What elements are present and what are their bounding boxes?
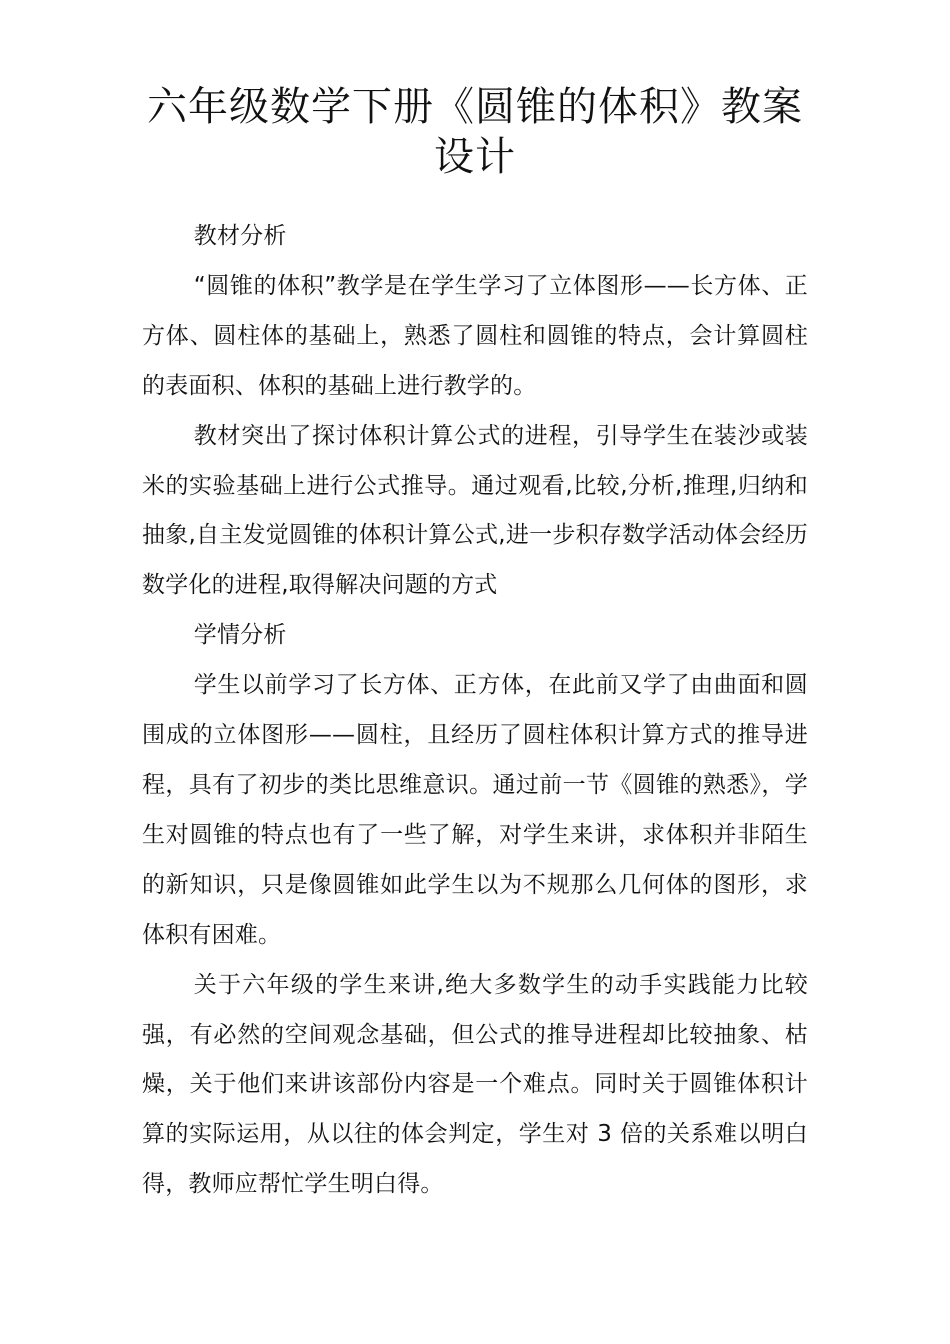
section-student-analysis (142, 611, 808, 1210)
paragraph: “圆锥的体积”教学是在学生学习了立体图形——长方体、正方体、圆柱体的基础上，熟悉了圆柱和圆锥的特点，会计算圆柱的表面积、体积的基础上进行教学的。 (142, 272, 808, 399)
section-heading: 教材分析 (193, 223, 287, 249)
document-body (142, 212, 808, 1210)
paragraph: 关于六年级的学生来讲,绝大多数学生的动手实践能力比较强，有必然的空间观念基础，但公式的推导进程却比较抽象、枯燥，关于他们来讲该部份内容是一个难点。同时关于圆锥体积计算的实际运用，从以往的体会判定，学生对 3 倍的关系难以明白得，教师应帮忙学生明白得。 (142, 971, 808, 1198)
paragraph: 学生以前学习了长方体、正方体，在此前又学了由曲面和圆围成的立体图形——圆柱，且经历了圆柱体积计算方式的推导进程，具有了初步的类比思维意识。通过前一节《圆锥的熟悉》，学生对圆锥的特点也有了一些了解，对学生来讲，求体积并非陌生的新知识，只是像圆锥如此学生以为不规那么几何体的图形，求体积有困难。 (142, 672, 808, 948)
section-textbook-analysis (142, 212, 808, 611)
section-heading: 学情分析 (193, 622, 287, 649)
paragraph: 教材突出了探讨体积计算公式的进程，引导学生在装沙或装米的实验基础上进行公式推导。通过观看,比较,分析,推理,归纳和抽象,自主发觉圆锥的体积计算公式,进一步积存数学活动体会经历数学化的进程,取得解决问题的方式 (142, 422, 808, 599)
document-title: 六年级数学下册《圆锥的体积》教案设计 (147, 84, 803, 180)
